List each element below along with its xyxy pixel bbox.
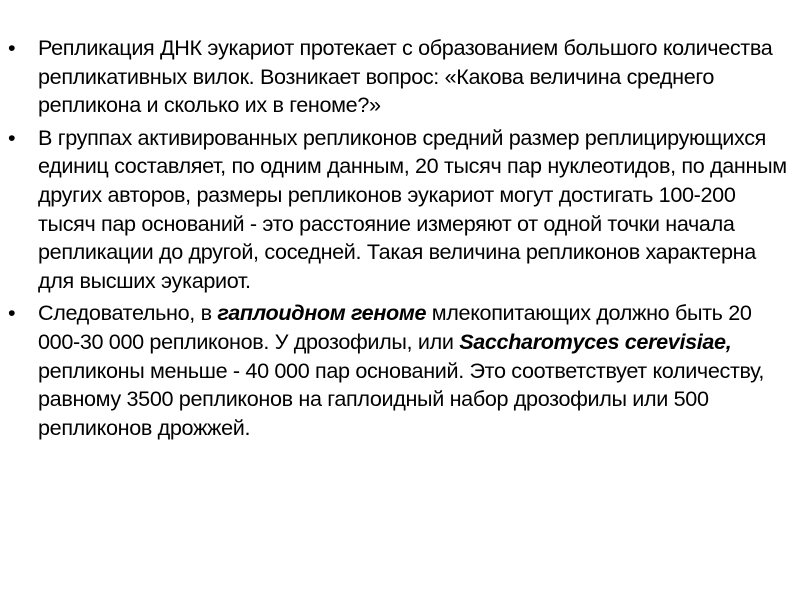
- bullet-text-3-part1: Следовательно, в: [38, 300, 218, 326]
- bullet-dot-icon: •: [8, 124, 16, 150]
- bullet-item-2: [0, 124, 800, 296]
- bullet-text-3-part2: млекопитающих должно быть 20 000-30 000 репликонов. У дрозофилы, или: [38, 300, 752, 354]
- bullet-text-3-part3: репликоны меньше - 40 000 пар оснований. Это соответствует количеству, равному 3500 репликонов на гаплоидный набор дрозофилы или 500 репликонов дрожжей.: [38, 357, 765, 440]
- emphasis-haploid-genome: гаплоидном геноме: [217, 300, 427, 326]
- emphasis-species-name: Saccharomyces cerevisiae,: [459, 328, 732, 354]
- bullet-text-2: В группах активированных репликонов средний размер реплицирующихся единиц составляет, по одним данным, 20 тысяч пар нуклеотидов, по данным других авторов, размеры репликонов эукариот могут достигать 100-200 тысяч пар оснований - это расстояние измеряют от одной точки начала репликации до другой, соседней. Такая величина репликонов характерна для высших эукариот.: [38, 124, 787, 293]
- bullet-dot-icon: •: [8, 300, 16, 326]
- bullet-item-3: [0, 299, 800, 442]
- bullet-list: [0, 34, 800, 446]
- bullet-text-1: Репликация ДНК эукариот протекает с образованием большого количества репликативных вилок. Возникает вопрос: «Какова величина среднего репликона и сколько их в геноме?»: [38, 35, 773, 118]
- bullet-item-1: [0, 34, 800, 120]
- bullet-dot-icon: •: [8, 35, 16, 60]
